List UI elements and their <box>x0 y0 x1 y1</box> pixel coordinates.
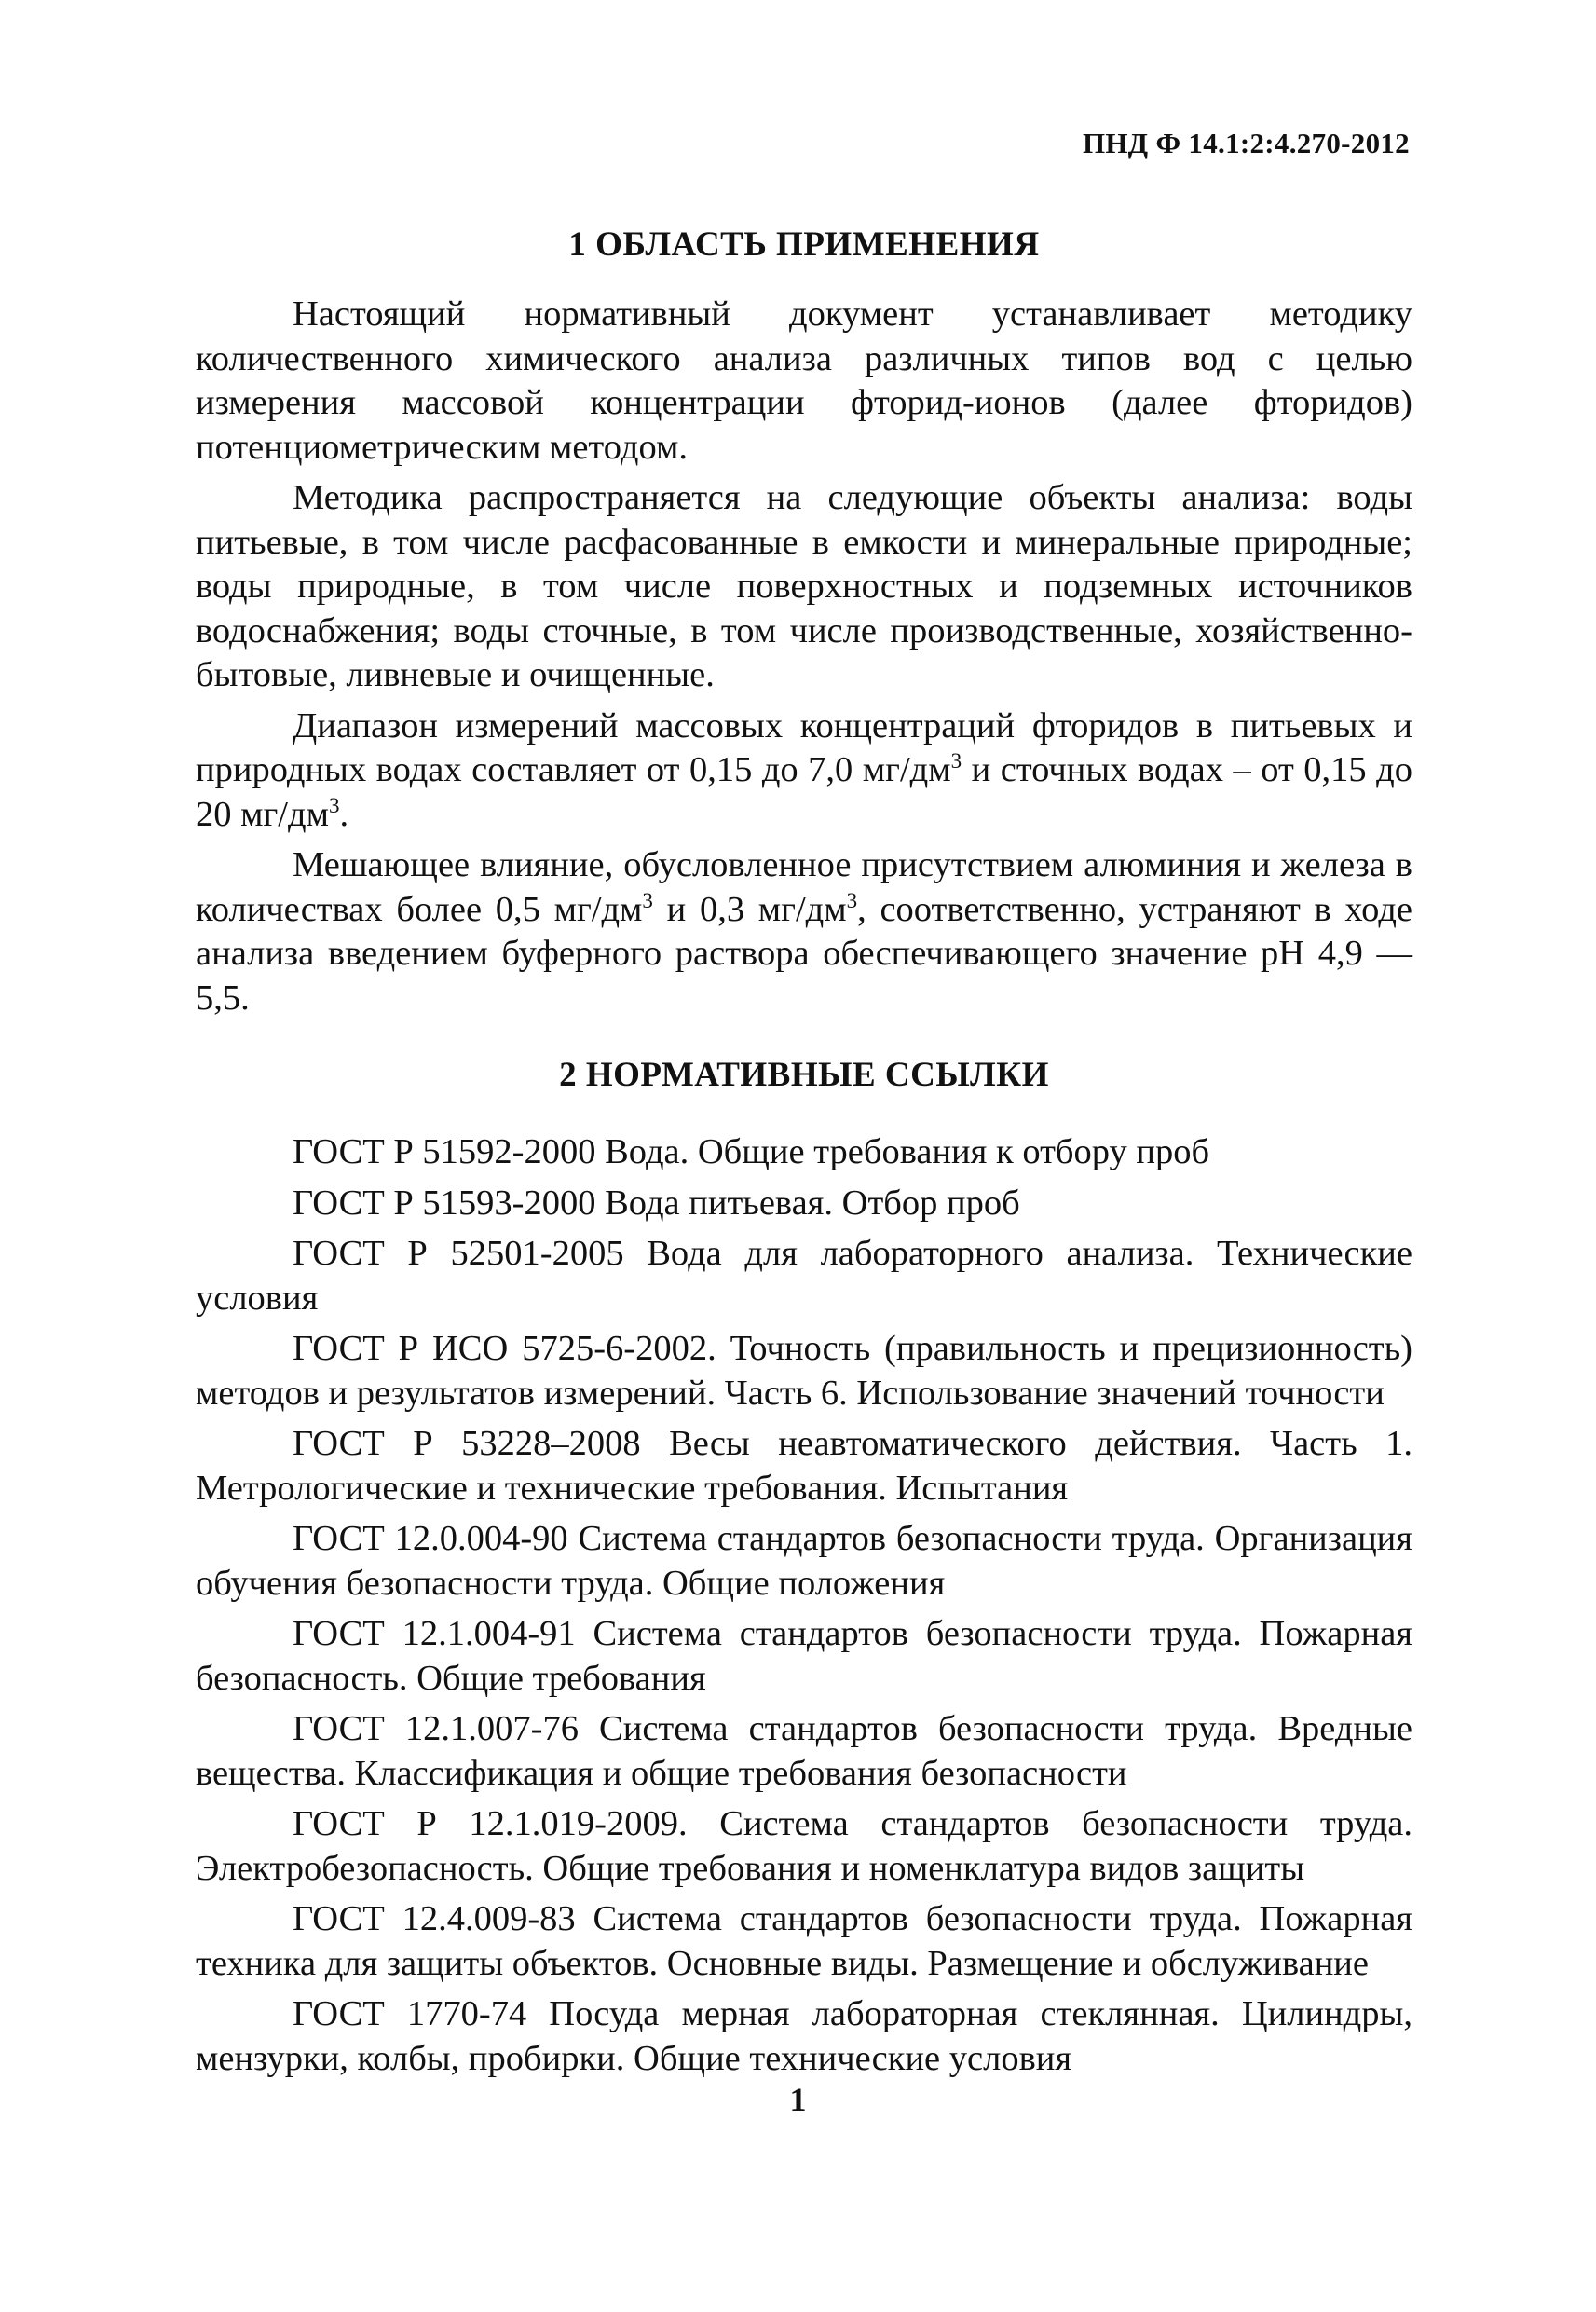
reference-item: ГОСТ Р 52501-2005 Вода для лабораторного анализа. Технические условия <box>196 1234 1412 1318</box>
reference-item: ГОСТ Р 51592-2000 Вода. Общие требования к отбору проб <box>293 1132 1210 1171</box>
paragraph-scope-objects: Методика распространяется на следующие объекты анализа: воды питьевые, в том числе расфасованные в емкости и минеральные природные; воды природные, в том числе поверхностных и подземных источников водоснабжения; воды сточные, в том числе производственные, хозяйственно-бытовые, ливневые и очищенные. <box>196 478 1412 694</box>
range-text-part-2: и сточных водах – от 0,15 до 20 мг/дм <box>196 750 1412 834</box>
reference-item: ГОСТ 12.4.009-83 Система стандартов безопасности труда. Пожарная техника для защиты объектов. Основные виды. Размещение и обслуживание <box>196 1899 1412 1983</box>
interference-text-part-3: , соответственно, устраняют в ходе анализа введением буферного раствора обеспечивающего значение рН 4,9 — 5,5. <box>196 889 1412 1018</box>
paragraph-measurement-range <box>196 705 1412 838</box>
reference-item: ГОСТ Р 51593-2000 Вода питьевая. Отбор проб <box>293 1183 1020 1223</box>
references-list <box>196 1130 1412 2081</box>
section-title-scope: 1 ОБЛАСТЬ ПРИМЕНЕНИЯ <box>568 226 1040 264</box>
page-content <box>196 222 1412 2087</box>
reference-item: ГОСТ 12.1.007-76 Система стандартов безопасности труда. Вредные вещества. Классификация и общие требования безопасности <box>196 1709 1412 1793</box>
reference-item: ГОСТ 12.1.004-91 Система стандартов безопасности труда. Пожарная безопасность. Общие требования <box>196 1614 1412 1698</box>
superscript-cubic: 3 <box>328 792 340 817</box>
interference-text-part-1: Мешающее влияние, обусловленное присутствием алюминия и железа в количествах более 0,5 мг/дм <box>196 845 1412 929</box>
document-code: ПНД Ф 14.1:2:4.270-2012 <box>1082 127 1410 159</box>
paragraph-scope-intro: Настоящий нормативный документ устанавливает методику количественного химического анализа различных типов вод с целью измерения массовой концентрации фторид-ионов (далее фторидов) потенциометрическим методом. <box>196 294 1412 467</box>
reference-item: ГОСТ Р 12.1.019-2009. Система стандартов безопасности труда. Электробезопасность. Общие требования и номенклатура видов защиты <box>196 1804 1412 1888</box>
superscript-cubic: 3 <box>642 887 653 912</box>
page-number: 1 <box>789 2081 807 2118</box>
reference-item: ГОСТ 1770-74 Посуда мерная лабораторная стеклянная. Цилиндры, мензурки, колбы, пробирки. Общие технические условия <box>196 1994 1412 2078</box>
paragraph-interference <box>196 843 1412 1020</box>
superscript-cubic: 3 <box>846 887 858 912</box>
section-title-references: 2 НОРМАТИВНЫЕ ССЫЛКИ <box>559 1056 1049 1094</box>
interference-text-part-2: и 0,3 мг/дм <box>652 889 847 929</box>
range-text-part-3: . <box>339 794 349 834</box>
superscript-cubic: 3 <box>950 748 962 773</box>
reference-item: ГОСТ 12.0.004-90 Система стандартов безопасности труда. Организация обучения безопасности труда. Общие положения <box>196 1519 1412 1603</box>
range-text-part-1: Диапазон измерений массовых концентраций фторидов в питьевых и природных водах составляет от 0,15 до 7,0 мг/дм <box>196 705 1412 789</box>
reference-item: ГОСТ Р 53228–2008 Весы неавтоматического действия. Часть 1. Метрологические и технические требования. Испытания <box>196 1424 1412 1508</box>
reference-item: ГОСТ Р ИСО 5725-6-2002. Точность (правильность и прецизионность) методов и результатов измерений. Часть 6. Использование значений точности <box>196 1329 1412 1413</box>
